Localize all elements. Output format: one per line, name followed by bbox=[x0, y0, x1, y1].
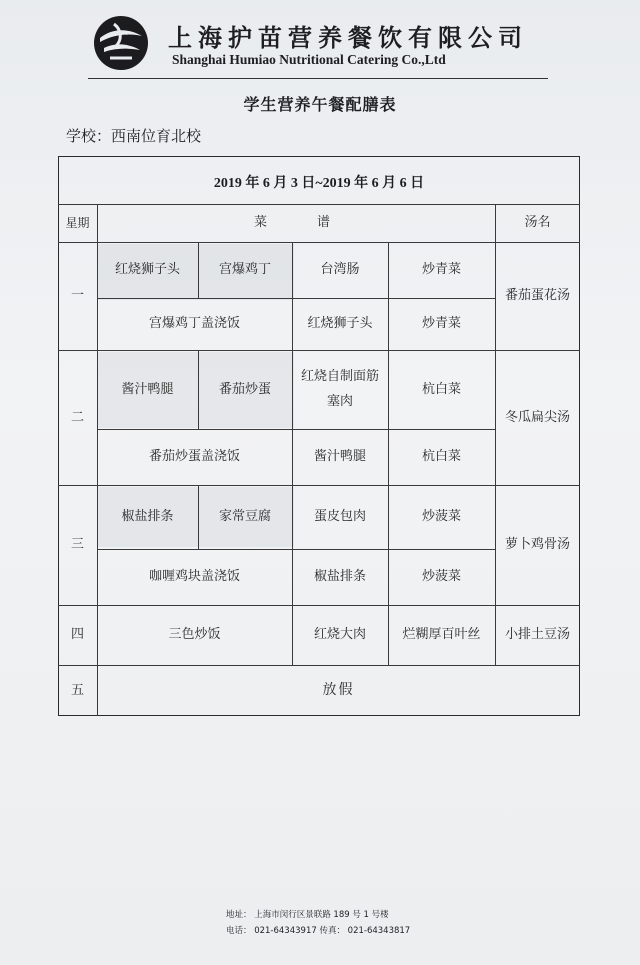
dish-cell: 椒盐排条 bbox=[121, 509, 174, 525]
school-label: 学校：西南位育北校 bbox=[66, 127, 202, 145]
day-label: 一 bbox=[70, 288, 84, 304]
header-day: 星期 bbox=[65, 216, 90, 230]
dish-cell: 台湾肠 bbox=[320, 262, 360, 278]
header-menu: 菜 谱 bbox=[253, 215, 338, 231]
footer-address: 地址： 上海市闵行区景联路 189 号 1 号楼 bbox=[226, 910, 389, 920]
dish-cell: 椒盐排条 bbox=[313, 569, 366, 585]
day-label: 三 bbox=[70, 537, 84, 553]
dish-cell: 三色炒饭 bbox=[168, 627, 221, 643]
day-label: 五 bbox=[70, 682, 84, 698]
dish-cell: 酱汁鸭腿 bbox=[121, 381, 174, 397]
dish-cell: 红烧自制面筋塞肉 bbox=[300, 368, 379, 409]
soup-cell: 番茄蛋花汤 bbox=[504, 288, 570, 304]
dish-cell: 炒青菜 bbox=[421, 262, 461, 278]
dish-cell: 蛋皮包肉 bbox=[313, 509, 366, 525]
soup-cell: 冬瓜扁尖汤 bbox=[504, 409, 570, 425]
dish-cell: 宫爆鸡丁 bbox=[218, 262, 271, 278]
dish-cell: 炒菠菜 bbox=[421, 569, 461, 585]
dish-cell: 炒青菜 bbox=[421, 316, 461, 332]
footer-contact: 电话： 021-64343917 传真： 021-64343817 bbox=[226, 926, 411, 936]
day-label: 四 bbox=[70, 627, 84, 643]
holiday-note: 放假 bbox=[322, 682, 355, 698]
dish-cell: 红烧大肉 bbox=[313, 627, 366, 643]
dish-cell: 杭白菜 bbox=[421, 449, 461, 465]
dish-cell: 宫爆鸡丁盖浇饭 bbox=[148, 316, 240, 332]
dish-cell: 咖喱鸡块盖浇饭 bbox=[148, 569, 240, 585]
dish-cell: 红烧狮子头 bbox=[114, 262, 180, 278]
day-label: 二 bbox=[70, 409, 84, 425]
company-name-cn: 上海护苗营养餐饮有限公司 bbox=[168, 24, 528, 52]
soup-cell: 萝卜鸡骨汤 bbox=[504, 537, 570, 553]
date-range: 2019 年 6 月 3 日~2019 年 6 月 6 日 bbox=[213, 176, 425, 191]
company-logo-icon bbox=[92, 14, 150, 72]
dish-cell: 杭白菜 bbox=[421, 381, 461, 397]
dish-cell: 炒菠菜 bbox=[421, 509, 461, 525]
soup-cell: 小排土豆汤 bbox=[504, 627, 570, 643]
document-title: 学生营养午餐配膳表 bbox=[243, 95, 397, 114]
dish-cell: 酱汁鸭腿 bbox=[313, 449, 366, 465]
header-soup: 汤名 bbox=[524, 215, 551, 231]
header-divider bbox=[88, 78, 548, 79]
dish-cell: 番茄炒蛋盖浇饭 bbox=[148, 449, 240, 465]
dish-cell: 烂糊厚百叶丝 bbox=[402, 627, 481, 643]
dish-cell: 家常豆腐 bbox=[218, 509, 271, 525]
dish-cell: 番茄炒蛋 bbox=[218, 381, 271, 397]
dish-cell: 红烧狮子头 bbox=[307, 316, 373, 332]
company-name-en: Shanghai Humiao Nutritional Catering Co.,Ltd bbox=[172, 52, 446, 67]
